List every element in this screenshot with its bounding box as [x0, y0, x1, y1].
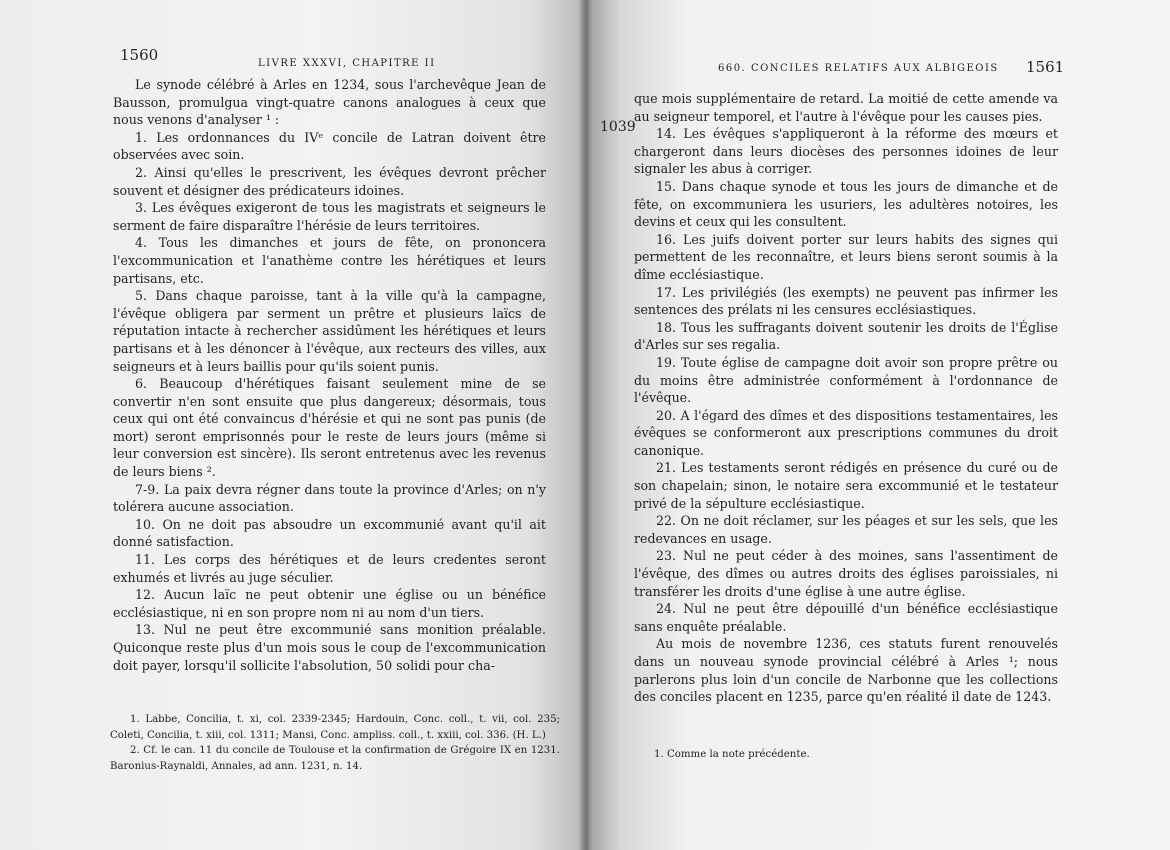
paragraph: 22. On ne doit réclamer, sur les péages et sur les sels, que les redevances en usage.: [634, 513, 1058, 546]
book-gutter: [578, 0, 592, 850]
margin-number: 1039: [600, 119, 636, 135]
paragraph: 17. Les privilégiés (les exempts) ne peuvent pas infirmer les sentences des prélats ni les censures ecclésiastiques.: [634, 284, 1058, 318]
main-text: [113, 76, 546, 674]
paragraph: 21. Les testaments seront rédigés en présence du curé ou de son chapelain; sinon, le notaire sera excommunié et le testateur privé de la sépulture ecclésiastique.: [634, 460, 1058, 511]
page-number: 1560: [120, 46, 159, 64]
paragraph: 4. Tous les dimanches et jours de fête, on prononcera l'excommunication et l'anathème contre les hérétiques et leurs partisans, etc.: [113, 235, 546, 286]
paragraph: 7-9. La paix devra régner dans toute la province d'Arles; on n'y tolérera aucune association.: [113, 481, 546, 515]
footnote: 1. Labbe, Concilia, t. xi, col. 2339-2345; Hardouin, Conc. coll., t. vii, col. 235; Coleti, Concilia, t. xiii, col. 1311; Mansi, Conc. ampliss. coll., t. xxiii, col. 336. (H. L.): [110, 714, 560, 741]
paragraph: 20. A l'égard des dîmes et des dispositions testamentaires, les évêques se conformeront aux prescriptions communes du droit canonique.: [634, 407, 1058, 458]
paragraph: 18. Tous les suffragants doivent soutenir les droits de l'Église d'Arles sur ses regalia.: [634, 319, 1058, 353]
paragraph: 15. Dans chaque synode et tous les jours de dimanche et de fête, on excommuniera les usuriers, les adultères notoires, les devins et ceux qui les consultent.: [634, 178, 1058, 230]
paragraph: 1. Les ordonnances du IVᵉ concile de Latran doivent être observées avec soin.: [113, 129, 546, 163]
paragraph: que mois supplémentaire de retard. La moitié de cette amende va au seigneur temporel, et l'autre à l'évêque pour les causes pies.: [634, 91, 1058, 124]
paragraph: 19. Toute église de campagne doit avoir son propre prêtre ou du moins être administrée conformément à l'ordonnance de l'évêque.: [634, 354, 1058, 406]
paragraph: 3. Les évêques exigeront de tous les magistrats et seigneurs le serment de faire disparaître l'hérésie de leurs territoires.: [113, 200, 546, 233]
paragraph: 2. Ainsi qu'elles le prescrivent, les évêques devront prêcher souvent et désigner des prédicateurs idoines.: [113, 164, 546, 198]
paragraph: Au mois de novembre 1236, ces statuts furent renouvelés dans un nouveau synode provincial célébré à Arles ¹; nous parlerons plus loin d'un concile de Narbonne que les collections des conciles placent en 1235, parce qu'en réalité il date de 1243.: [634, 636, 1058, 705]
paragraph: Le synode célébré à Arles en 1234, sous l'archevêque Jean de Bausson, promulgua vingt-quatre canons analogues à ceux que nous venons d'analyser ¹ :: [113, 77, 546, 128]
paragraph: 11. Les corps des hérétiques et de leurs credentes seront exhumés et livrés au juge séculier.: [113, 552, 546, 585]
footnote: 1. Comme la note précédente.: [654, 749, 810, 760]
paragraph: 14. Les évêques s'appliqueront à la réforme des mœurs et chargeront dans leurs diocèses des personnes idoines de leur signaler les abus à corriger.: [634, 126, 1058, 177]
paragraph: 12. Aucun laïc ne peut obtenir une église ou un bénéfice ecclésiastique, ni en son propre nom ni au nom d'un tiers.: [113, 587, 546, 620]
paragraph: 23. Nul ne peut céder à des moines, sans l'assentiment de l'évêque, des dîmes ou autres droits des églises paroissiales, ni transférer les droits d'une église à une autre église.: [634, 548, 1058, 599]
footnote: 2. Cf. le can. 11 du concile de Toulouse et la confirmation de Grégoire IX en 1231. Baronius-Raynaldi, Annales, ad ann. 1231, n. 14.: [110, 745, 560, 772]
footnotes: [634, 747, 1058, 763]
running-head: 660. CONCILES RELATIFS AUX ALBIGEOIS: [718, 63, 999, 74]
main-text: [634, 90, 1058, 706]
paragraph: 24. Nul ne peut être dépouillé d'un bénéfice ecclésiastique sans enquête préalable.: [634, 601, 1058, 634]
paragraph: 13. Nul ne peut être excommunié sans monition préalable. Quiconque reste plus d'un mois sous le coup de l'excommunication doit payer, lorsqu'il sollicite l'absolution, 50 solidi pour cha-: [113, 622, 546, 673]
paragraph: 5. Dans chaque paroisse, tant à la ville qu'à la campagne, l'évêque obligera par serment un prêtre et plusieurs laïcs de réputation intacte à rechercher assidûment les hérétiques et leurs partisans et à les dénoncer à l'évêque, aux recteurs des villes, aux seigneurs et à leurs baillis pour qu'ils soient punis.: [113, 288, 546, 374]
right-page: [586, 0, 1170, 850]
page-number: 1561: [1026, 58, 1065, 76]
footnotes: [110, 712, 560, 774]
paragraph: 10. On ne doit pas absoudre un excommunié avant qu'il ait donné satisfaction.: [113, 516, 546, 550]
paragraph: 6. Beaucoup d'hérétiques faisant seulement mine de se convertir n'en sont ensuite que plus dangereux; désormais, tous ceux qui ont été convaincus d'hérésie et qui ne sont pas punis (de mort) seront emprisonnés pour le reste de leurs jours (même si leur conversion est sincère). Ils seront entretenus avec les revenus de leurs biens ².: [113, 376, 546, 480]
running-head: LIVRE XXXVI, CHAPITRE II: [258, 58, 436, 69]
paragraph: 16. Les juifs doivent porter sur leurs habits des signes qui permettent de les reconnaître, et leurs biens seront soumis à la dîme ecclésiastique.: [634, 231, 1058, 282]
